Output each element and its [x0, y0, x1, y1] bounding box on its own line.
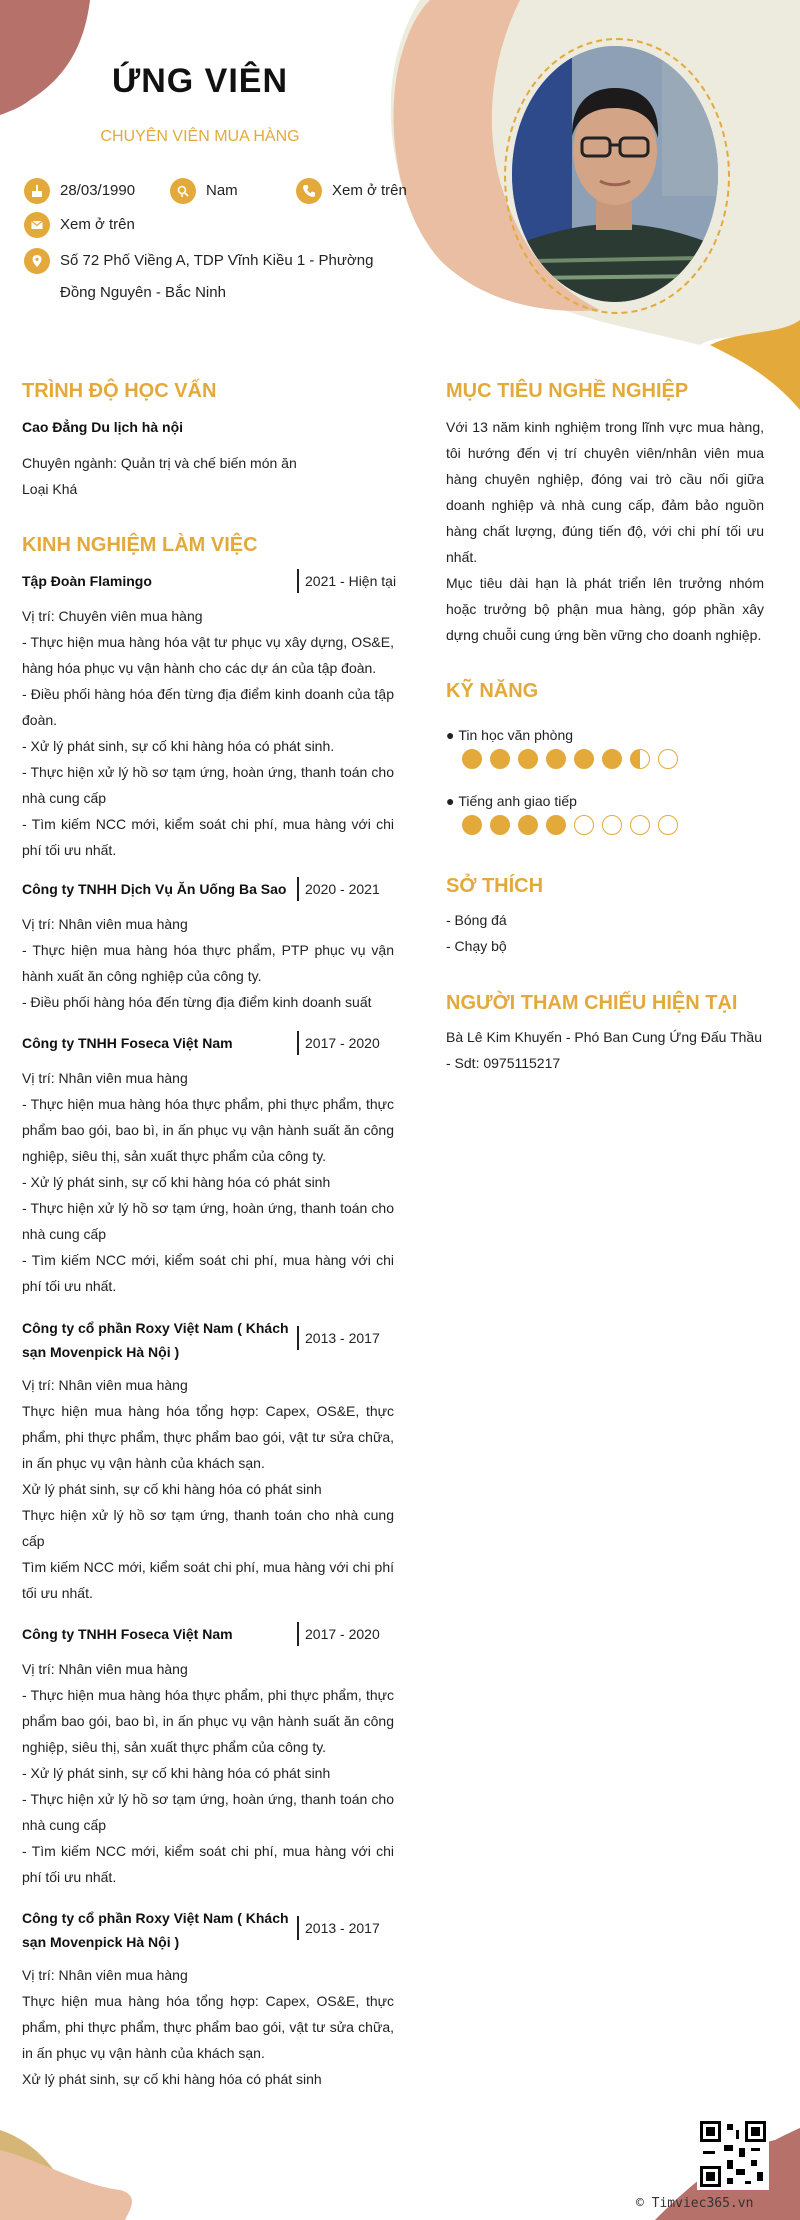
rating-dot	[602, 749, 622, 769]
rating-dot	[630, 749, 650, 769]
envelope-icon	[24, 212, 50, 238]
rating-dot	[462, 749, 482, 769]
experience-company: Công ty cổ phần Roxy Việt Nam ( Khách sạn Movenpick Hà Nội )	[22, 1320, 289, 1360]
address-info	[24, 248, 384, 309]
skill-item	[446, 727, 573, 743]
location-pin-icon	[24, 248, 50, 274]
rating-dot	[658, 815, 678, 835]
objective-title: MỤC TIÊU NGHỀ NGHIỆP	[446, 380, 689, 402]
experience-description: Vị trí: Chuyên viên mua hàng - Thực hiện mua hàng hóa vật tư phục vụ xây dựng, OS&E, hàng hóa phục vụ vận hành cho các dự án của tập đoàn. - Điều phối hàng hóa đến từng địa điểm kinh doanh của tập đoàn. - Xử lý phát sinh, sự cố khi hàng hóa có phát sinh. - Thực hiện xử lý hồ sơ tạm ứng, hoàn ứng, thanh toán cho nhà cung cấp - Tìm kiếm NCC mới, kiểm soát chi phí, mua hàng với chi phí tối ưu nhất.	[22, 608, 394, 858]
rating-dot	[658, 749, 678, 769]
experience-date: 2020 - 2021	[297, 877, 380, 901]
candidate-position: CHUYÊN VIÊN MUA HÀNG	[100, 128, 300, 145]
experience-company: Công ty TNHH Dịch Vụ Ăn Uống Ba Sao	[22, 881, 287, 897]
experience-description: Vị trí: Nhân viên mua hàng Thực hiện mua hàng hóa tổng hợp: Capex, OS&E, thực phẩm, phi thực phẩm, thực phẩm bao gói, vật tư sửa chữa, in ấn phục vụ vận hành của khách sạn. Xử lý phát sinh, sự cố khi hàng hóa có phát sinh Thực hiện xử lý hồ sơ tạm ứng, thanh toán cho nhà cung cấp Tìm kiếm NCC mới, kiểm soát chi phí, mua hàng với chi phí tối ưu nhất.	[22, 1377, 394, 1601]
skill-name: Tin học văn phòng	[458, 727, 574, 743]
birthday-text: 28/03/1990	[60, 182, 136, 199]
skill-rating	[462, 815, 678, 835]
phone-icon	[296, 178, 322, 204]
gender-text: Nam	[206, 182, 238, 199]
experience-description: Vị trí: Nhân viên mua hàng - Thực hiện mua hàng hóa thực phẩm, PTP phục vụ vận hành xuất ăn công nghiệp của công ty. - Điều phối hàng hóa đến từng địa điểm kinh doanh suất	[22, 916, 394, 1010]
candidate-name: ỨNG VIÊN	[111, 62, 288, 100]
experience-description: Vị trí: Nhân viên mua hàng Thực hiện mua hàng hóa tổng hợp: Capex, OS&E, thực phẩm, phi thực phẩm, thực phẩm bao gói, vật tư sửa chữa, in ấn phục vụ vận hành của khách sạn. Xử lý phát sinh, sự cố khi hàng hóa có phát sinh	[22, 1967, 394, 2087]
qr-code	[697, 2118, 769, 2190]
bullet-icon: ●	[446, 727, 459, 743]
phone-info	[296, 178, 407, 207]
phone-text: Xem ở trên	[332, 182, 407, 199]
cake-icon	[24, 178, 50, 204]
hobby-item: - Bóng đá	[446, 912, 507, 928]
rating-dot	[490, 815, 510, 835]
rating-dot	[630, 815, 650, 835]
email-text: Xem ở trên	[60, 216, 135, 233]
education-grade: Loại Khá	[22, 481, 78, 497]
experience-company: Công ty cổ phần Roxy Việt Nam ( Khách sạn Movenpick Hà Nội )	[22, 1910, 289, 1950]
experience-date: 2017 - 2020	[297, 1031, 380, 1055]
skill-item	[446, 793, 577, 809]
gender-info	[170, 178, 238, 207]
avatar	[512, 46, 718, 302]
rating-dot	[490, 749, 510, 769]
education-major: Chuyên ngành: Quản trị và chế biến món ăn	[22, 455, 297, 471]
experience-company: Công ty TNHH Foseca Việt Nam	[22, 1626, 233, 1642]
peach-blob-bottom	[0, 2150, 132, 2220]
hobby-item: - Chạy bộ	[446, 938, 507, 954]
rating-dot	[574, 749, 594, 769]
experience-date: 2013 - 2017	[297, 1916, 380, 1940]
rating-dot	[546, 815, 566, 835]
skills-title: KỸ NĂNG	[446, 680, 539, 702]
birthday-info	[24, 178, 135, 207]
reference-phone: - Sdt: 0975115217	[446, 1055, 561, 1071]
reference-title: NGƯỜI THAM CHIẾU HIỆN TẠI	[446, 992, 738, 1014]
objective-paragraph: Mục tiêu dài hạn là phát triển lên trưởng nhóm hoặc trưởng bộ phận mua hàng, góp phần xây dựng chuỗi cung ứng bền vững cho doanh nghiệp.	[446, 575, 764, 643]
experience-company: Tập Đoàn Flamingo	[22, 573, 152, 589]
rating-dot	[574, 815, 594, 835]
skill-rating	[462, 749, 678, 769]
address-text: Số 72 Phố Viềng A, TDP Vĩnh Kiều 1 - Phường Đồng Nguyên - Bắc Ninh	[60, 252, 374, 301]
rating-dot	[462, 815, 482, 835]
reference-person: Bà Lê Kim Khuyến - Phó Ban Cung Ứng Đấu Thầu	[446, 1029, 763, 1045]
skill-name: Tiếng anh giao tiếp	[458, 793, 577, 809]
education-title: TRÌNH ĐỘ HỌC VẤN	[22, 380, 217, 402]
experience-date: 2013 - 2017	[297, 1326, 380, 1350]
hobbies-title: SỞ THÍCH	[446, 875, 544, 897]
experience-company: Công ty TNHH Foseca Việt Nam	[22, 1035, 233, 1051]
experience-date: 2017 - 2020	[297, 1622, 380, 1646]
bullet-icon: ●	[446, 793, 459, 809]
experience-title: KINH NGHIỆM LÀM VIỆC	[22, 534, 258, 556]
rating-dot	[546, 749, 566, 769]
gender-icon	[170, 178, 196, 204]
rating-dot	[518, 749, 538, 769]
rating-dot	[602, 815, 622, 835]
experience-description: Vị trí: Nhân viên mua hàng - Thực hiện mua hàng hóa thực phẩm, phi thực phẩm, thực phẩm bao gói, bao bì, in ấn phục vụ vận hành suất ăn công nghiệp, siêu thị, sản xuất thực phẩm của công ty. - Xử lý phát sinh, sự cố khi hàng hóa có phát sinh - Thực hiện xử lý hồ sơ tạm ứng, hoàn ứng, thanh toán cho nhà cung cấp - Tìm kiếm NCC mới, kiểm soát chi phí, mua hàng với chi phí tối ưu nhất.	[22, 1661, 394, 1885]
experience-date: 2021 - Hiện tại	[297, 569, 396, 593]
experience-description: Vị trí: Nhân viên mua hàng - Thực hiện mua hàng hóa thực phẩm, phi thực phẩm, thực phẩm bao gói, bao bì, in ấn phục vụ vận hành suất ăn công nghiệp, siêu thị, sản xuất thực phẩm của công ty. - Xử lý phát sinh, sự cố khi hàng hóa có phát sinh - Thực hiện xử lý hồ sơ tạm ứng, hoàn ứng, thanh toán cho nhà cung cấp - Tìm kiếm NCC mới, kiểm soát chi phí, mua hàng với chi phí tối ưu nhất.	[22, 1070, 394, 1294]
avatar-photo	[512, 46, 718, 302]
rating-dot	[518, 815, 538, 835]
education-school: Cao Đẳng Du lịch hà nội	[22, 419, 184, 435]
objective-paragraph: Với 13 năm kinh nghiệm trong lĩnh vực mua hàng, tôi hướng đến vị trí chuyên viên/nhân viên mua hàng chuyên nghiệp, đóng vai trò cầu nối giữa doanh nghiệp và nhà cung cấp, đảm bảo nguồn hàng chất lượng, đúng tiến độ, với chi phí tối ưu nhất.	[446, 419, 764, 565]
footer-brand: © Timviec365.vn	[636, 2196, 754, 2211]
email-info	[24, 212, 135, 241]
